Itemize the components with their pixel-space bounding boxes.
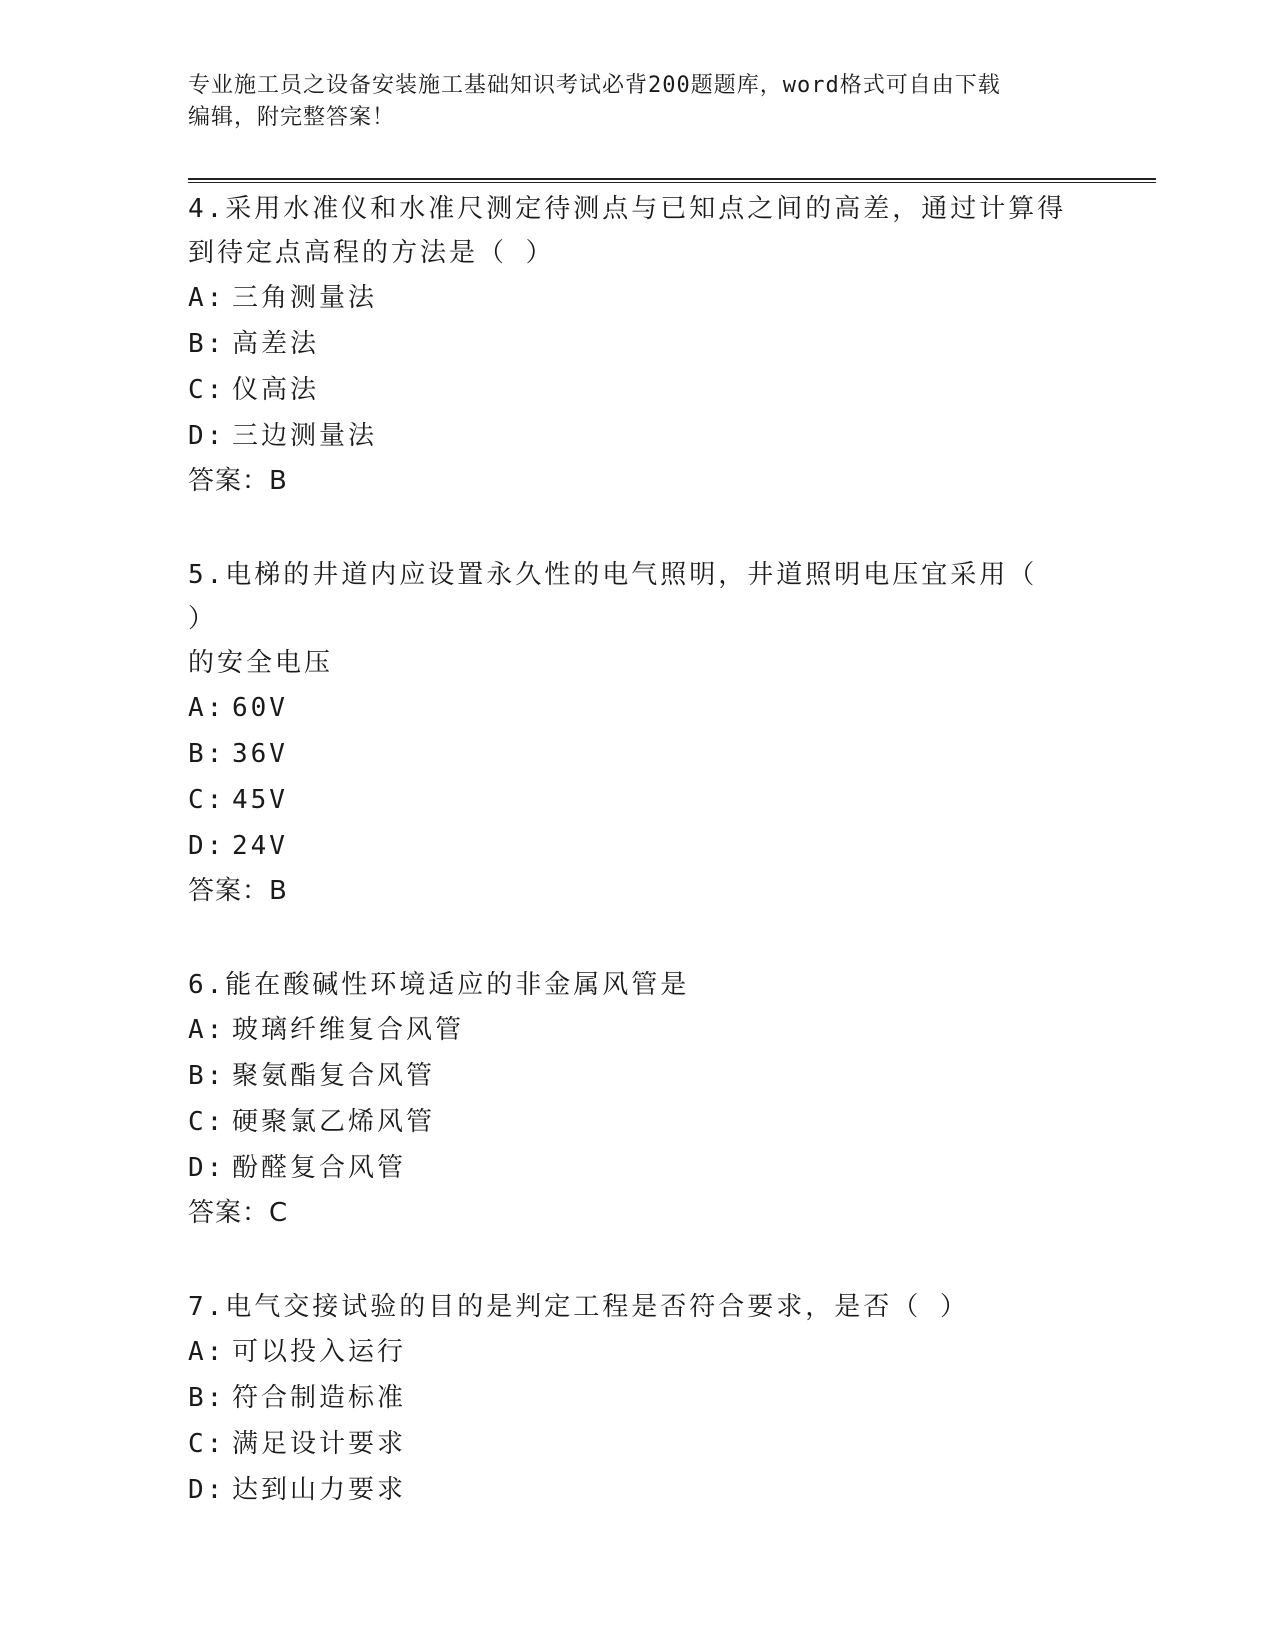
option-text: 仪高法 <box>232 375 320 405</box>
option-d <box>188 413 1068 459</box>
option-text: 三角测量法 <box>232 283 378 313</box>
question-7 <box>188 1285 1068 1513</box>
question-6 <box>188 963 1068 1235</box>
option-b <box>188 1053 1068 1099</box>
option-key: B: <box>188 1383 226 1413</box>
option-text: 聚氨酯复合风管 <box>232 1061 436 1091</box>
question-spacer <box>188 503 1068 553</box>
option-key: A: <box>188 693 226 723</box>
option-key: C: <box>188 375 226 405</box>
header-divider <box>188 178 1156 183</box>
option-b <box>188 731 1068 777</box>
header-line-1: 专业施工员之设备安装施工基础知识考试必背200题题库，word格式可自由下载 <box>188 73 1001 98</box>
option-d <box>188 1145 1068 1191</box>
question-stem-line: 4.采用水准仪和水准尺测定待测点与已知点之间的高差，通过计算得 <box>188 194 1067 224</box>
option-key: C: <box>188 785 226 815</box>
option-text: 达到山力要求 <box>232 1475 407 1505</box>
option-a <box>188 275 1068 321</box>
answer-line: 答案：C <box>188 1198 289 1228</box>
answer-line: 答案：B <box>188 876 288 906</box>
option-text: 24V <box>232 831 288 861</box>
option-key: D: <box>188 1153 226 1183</box>
option-c <box>188 1099 1068 1145</box>
option-text: 36V <box>232 739 288 769</box>
option-d <box>188 1467 1068 1513</box>
option-text: 三边测量法 <box>232 421 378 451</box>
option-b <box>188 321 1068 367</box>
option-c <box>188 367 1068 413</box>
option-c <box>188 1421 1068 1467</box>
option-key: A: <box>188 1015 226 1045</box>
question-stem-line: 的安全电压 <box>188 648 334 678</box>
option-key: D: <box>188 1475 226 1505</box>
question-4 <box>188 187 1068 503</box>
question-list <box>188 187 1068 1513</box>
option-key: D: <box>188 831 226 861</box>
question-stem-line: 6.能在酸碱性环境适应的非金属风管是 <box>188 970 690 1000</box>
option-key: B: <box>188 329 226 359</box>
option-c <box>188 777 1068 823</box>
option-a <box>188 1007 1068 1053</box>
option-a <box>188 685 1068 731</box>
question-stem-line: 到待定点高程的方法是（ ） <box>188 238 555 268</box>
question-5 <box>188 553 1068 913</box>
option-key: A: <box>188 1337 226 1367</box>
header-line-2: 编辑，附完整答案！ <box>188 105 396 130</box>
option-text: 45V <box>232 785 288 815</box>
option-d <box>188 823 1068 869</box>
option-key: B: <box>188 1061 226 1091</box>
option-b <box>188 1375 1068 1421</box>
option-text: 玻璃纤维复合风管 <box>232 1015 465 1045</box>
option-text: 满足设计要求 <box>232 1429 407 1459</box>
option-text: 酚醛复合风管 <box>232 1153 407 1183</box>
option-text: 可以投入运行 <box>232 1337 407 1367</box>
option-a <box>188 1329 1068 1375</box>
option-text: 符合制造标准 <box>232 1383 407 1413</box>
document-header <box>188 70 1156 134</box>
option-key: C: <box>188 1107 226 1137</box>
option-text: 60V <box>232 693 288 723</box>
question-stem-line: 5.电梯的井道内应设置永久性的电气照明，井道照明电压宜采用（ ） <box>188 560 1038 634</box>
option-key: C: <box>188 1429 226 1459</box>
question-spacer <box>188 913 1068 963</box>
question-stem-line: 7.电气交接试验的目的是判定工程是否符合要求，是否（ ） <box>188 1292 969 1322</box>
answer-line: 答案：B <box>188 466 288 496</box>
option-key: A: <box>188 283 226 313</box>
question-spacer <box>188 1235 1068 1285</box>
option-text: 高差法 <box>232 329 320 359</box>
option-text: 硬聚氯乙烯风管 <box>232 1107 436 1137</box>
option-key: D: <box>188 421 226 451</box>
option-key: B: <box>188 739 226 769</box>
